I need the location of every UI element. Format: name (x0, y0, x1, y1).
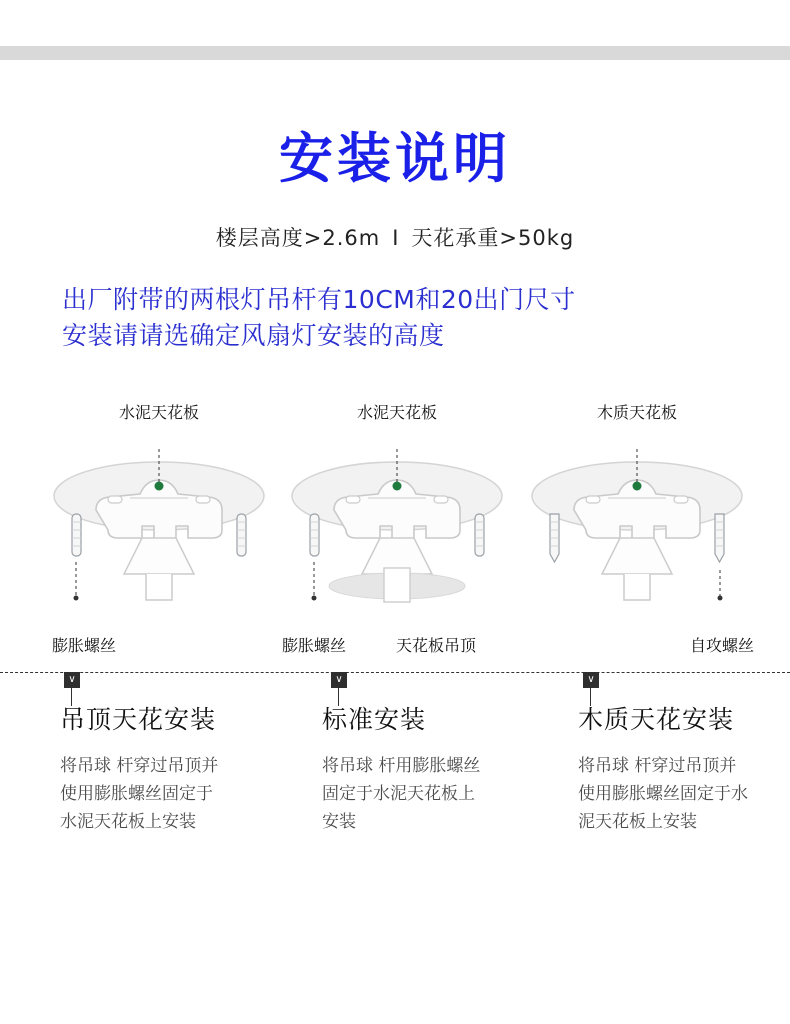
ceiling-load-requirement: 天花承重>50kg (411, 226, 575, 250)
marker-chevron-3: ∨ (583, 672, 599, 688)
diagram-wooden-ceiling (512, 392, 762, 662)
top-grey-bar (0, 46, 790, 60)
section-suspended-ceiling (60, 700, 270, 836)
requirements-line (0, 222, 790, 252)
diagram-2-top-label: 水泥天花板 (356, 403, 437, 422)
section-1-title: 吊顶天花安装 (60, 705, 217, 734)
top-white-band (0, 0, 790, 46)
diagram-suspended-ceiling (34, 392, 284, 662)
diagram-1-bottom-label-1: 膨胀螺丝 (52, 636, 117, 655)
description-line-1: 出厂附带的两根灯吊杆有10CM和20出门尺寸 (62, 285, 576, 314)
section-row (0, 700, 790, 920)
section-3-body: 将吊球 杆穿过吊顶并使用膨胀螺丝固定于水泥天花板上安装 (578, 756, 748, 832)
diagram-2-bottom-label-2: 天花板吊顶 (396, 636, 477, 655)
marker-chevron-2: ∨ (331, 672, 347, 688)
bottom-white-band (0, 930, 790, 1024)
description-block (62, 282, 742, 354)
diagram-1-image (34, 418, 284, 618)
floor-height-requirement: 楼层高度>2.6m (215, 226, 381, 250)
section-wooden-ceiling (578, 700, 788, 836)
page-title: 安装说明 (279, 127, 511, 190)
diagram-3-top-label: 木质天花板 (596, 403, 677, 422)
description-line-2: 安装请请选确定风扇灯安装的高度 (62, 321, 445, 350)
dashed-divider (0, 672, 790, 675)
diagram-3-bottom-label-1: 自攻螺丝 (689, 636, 754, 655)
diagram-1-top-label: 水泥天花板 (118, 403, 199, 422)
diagram-row (0, 392, 790, 662)
diagram-3-image (512, 418, 762, 618)
section-2-body: 将吊球 杆用膨胀螺丝固定于水泥天花板上安装 (322, 756, 481, 832)
section-3-title: 木质天花安装 (578, 705, 735, 734)
requirements-separator: I (392, 226, 400, 250)
section-2-title: 标准安装 (322, 705, 427, 734)
marker-chevron-1: ∨ (64, 672, 80, 688)
diagram-2-bottom-label-1: 膨胀螺丝 (282, 636, 347, 655)
diagram-2-image (272, 418, 522, 618)
diagram-standard (272, 392, 522, 662)
section-standard (322, 700, 532, 836)
section-1-body: 将吊球 杆穿过吊顶并使用膨胀螺丝固定于水泥天花板上安装 (60, 756, 219, 832)
